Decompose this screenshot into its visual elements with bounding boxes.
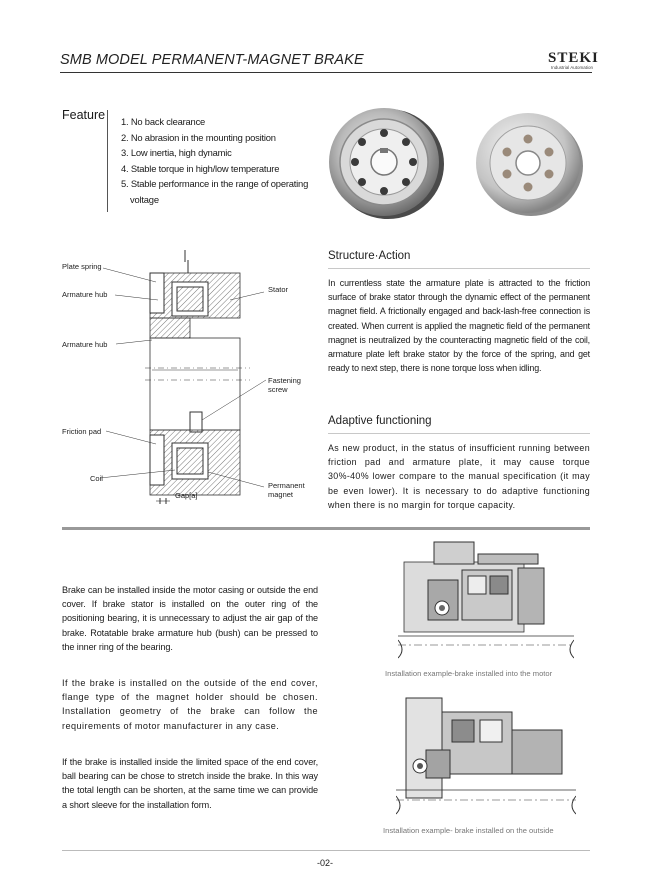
label-gap: Gap[a]	[175, 491, 198, 500]
label-permanent-magnet	[268, 481, 305, 499]
label-plate-spring: Plate spring	[62, 262, 102, 271]
logo-subtitle: Industrial Automation	[550, 65, 594, 70]
installation-diagram-inside-motor	[398, 540, 574, 662]
installation-paragraph: If the brake is installed inside the limited space of the end cover, ball bearing can be chose to stretch inside the brake. In this way the total length can be shorten, at the same time we can provide a short sleeve for the installation form.	[62, 757, 318, 810]
installation-paragraph: Brake can be installed inside the motor casing or outside the end cover. If brake stator is installed on the outer ring of the positioning bearing, it is unnecessary to adjust the air gap of the brake. Rotatable brake armature hub (bush) can be pressed to the inner ring of the bearing.	[62, 585, 318, 652]
structure-rule	[328, 268, 590, 269]
structure-text: In currentless state the armature plate is attracted to the friction surface of brake stator through the dynamic effect of the permanent magnet field. A frictionally engaged and back-lash-free connection is created. When current is applied the magnetic field of the permanent magnet is neutralized by the counteracting magnetic field of the coil, armature plate left brake stator by the force of the spring, and get ready to next step, there is none torque loss when idling.	[328, 278, 590, 374]
section-divider	[62, 527, 590, 530]
label-armature-hub: Armature hub	[62, 290, 108, 299]
label-fastening-screw-line1: Fastening	[268, 376, 301, 385]
installation-caption: Installation example- brake installed on the outside	[383, 826, 554, 835]
adaptive-text: As new product, in the status of insufficient running between friction pad and armature plate, it may cause torque 30%-40% lower compare to the manual specification (it may be even lower). It is necessary to do adaptive functioning when there is no margin for torque capacity.	[328, 443, 590, 510]
label-armature-hub: Armature hub	[62, 340, 108, 349]
adaptive-heading: Adaptive functioning	[328, 415, 432, 427]
label-coil: Coil	[90, 474, 103, 483]
footer-divider	[62, 850, 590, 851]
label-fastening-screw-line2: screw	[268, 385, 288, 394]
header-divider	[60, 72, 592, 73]
brake-photo-front	[326, 104, 446, 222]
feature-list	[121, 114, 321, 208]
page-title: SMB MODEL PERMANENT-MAGNET BRAKE	[60, 52, 364, 68]
installation-paragraph: If the brake is installed on the outside of the end cover, flange type of the magnet holder should be chosen. Installation geometry of the brake can follow the requirements of motor manufacturer in any case.	[62, 678, 318, 731]
label-fastening-screw	[268, 376, 301, 394]
structure-heading: Structure·Action	[328, 250, 411, 262]
feature-item: 3. Low inertia, high dynamic	[121, 147, 232, 159]
feature-item: 5. Stable performance in the range of operating	[121, 178, 309, 190]
brand-logo	[548, 50, 599, 70]
logo-name: STEKI	[548, 50, 599, 66]
feature-heading: Feature	[62, 108, 106, 122]
feature-item: voltage	[130, 193, 159, 205]
page-number: -02-	[316, 858, 333, 868]
label-stator: Stator	[268, 285, 289, 294]
feature-item: 1. No back clearance	[121, 116, 206, 127]
feature-item: 4. Stable torque in high/low temperature	[121, 162, 280, 174]
feature-divider	[107, 110, 108, 212]
label-friction-pad: Friction pad	[62, 427, 102, 436]
installation-diagram-outside	[396, 690, 576, 818]
label-permanent-magnet-line2: magnet	[268, 490, 294, 499]
feature-item: 2. No abrasion in the mounting position	[121, 131, 276, 143]
label-permanent-magnet-line1: Permanent	[268, 481, 305, 490]
installation-caption: Installation example-brake installed into the motor	[385, 669, 553, 678]
brake-photo-side	[473, 108, 585, 218]
adaptive-rule	[328, 433, 590, 434]
